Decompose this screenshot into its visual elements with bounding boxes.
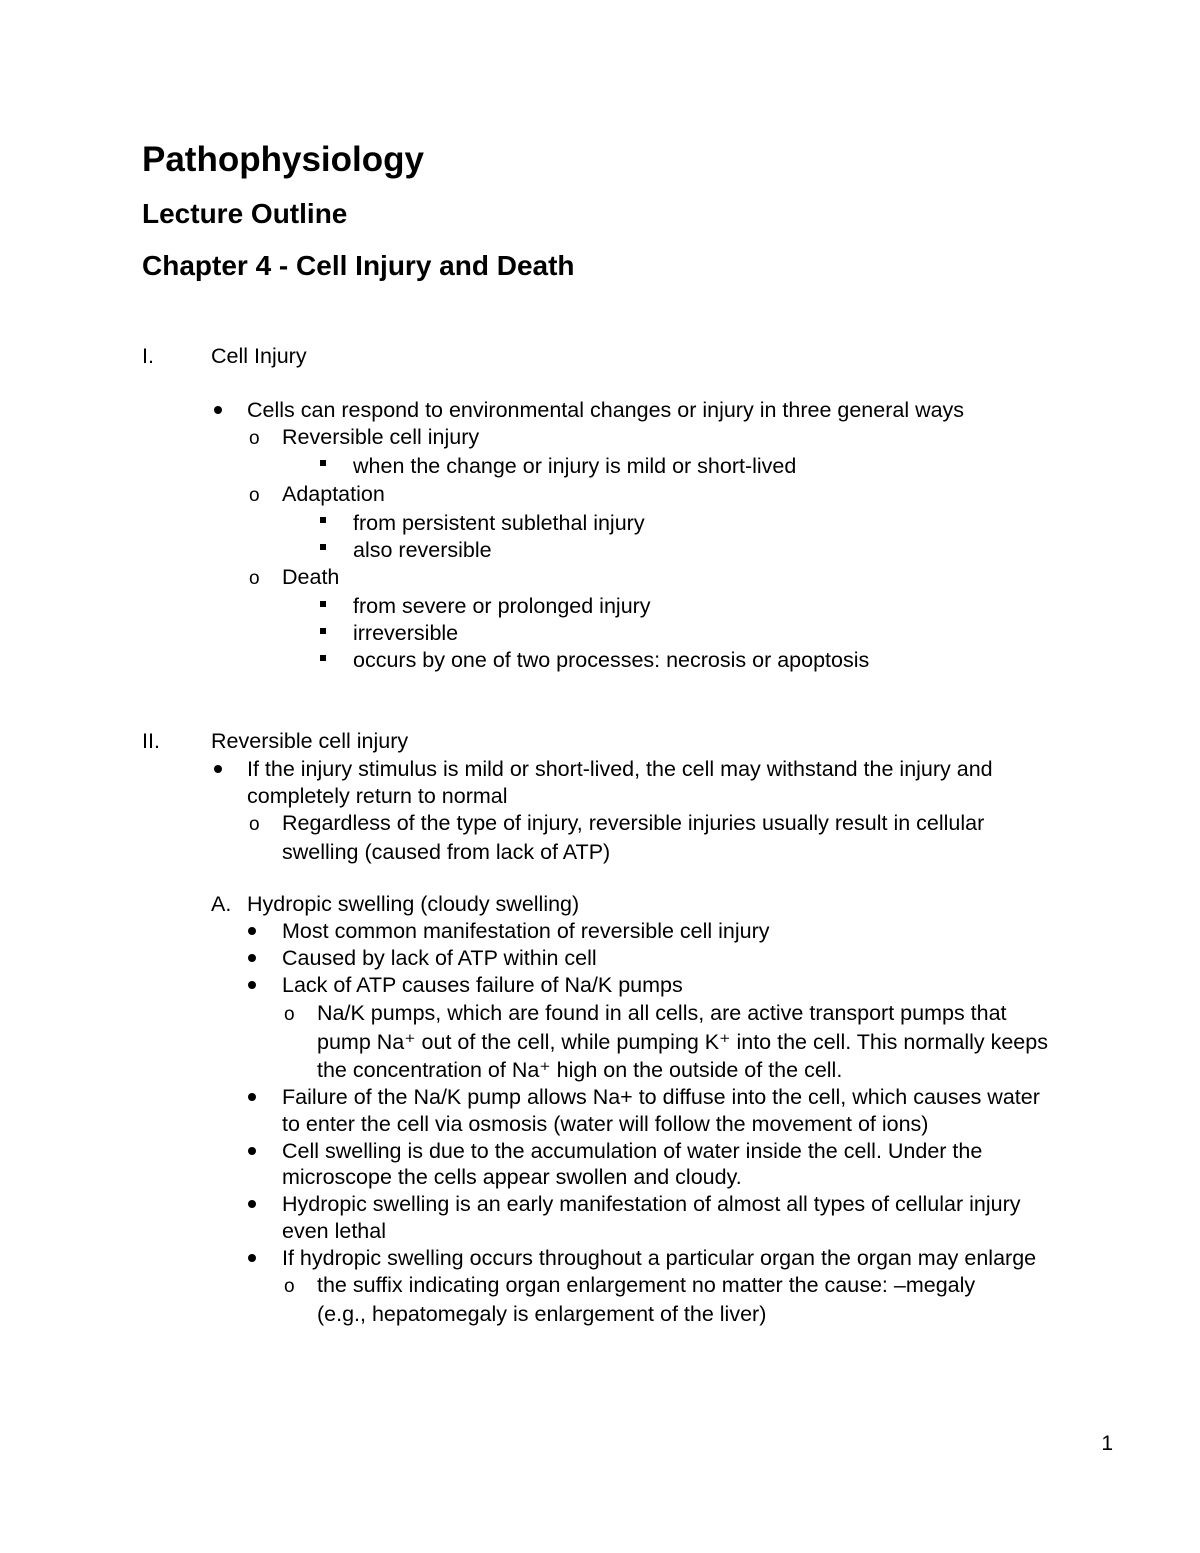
section-2-numeral: II. xyxy=(142,729,160,753)
square-bullet-icon xyxy=(320,544,326,550)
list-item: from severe or prolonged injury xyxy=(353,594,651,618)
section-1-numeral: I. xyxy=(142,344,154,368)
square-bullet-icon xyxy=(320,628,326,634)
circle-bullet-icon: o xyxy=(249,568,260,589)
bullet-icon xyxy=(248,1200,256,1208)
section-2-heading: Reversible cell injury xyxy=(211,729,409,753)
list-item: Regardless of the type of injury, reversible injuries usually result in cellular xyxy=(282,811,985,835)
subsection-a-letter: A. xyxy=(211,892,232,916)
list-item: Reversible cell injury xyxy=(282,425,480,449)
square-bullet-icon xyxy=(320,517,326,523)
list-item: Cell swelling is due to the accumulation of water inside the cell. Under the xyxy=(282,1139,983,1163)
list-item: Caused by lack of ATP within cell xyxy=(282,946,597,970)
circle-bullet-icon: o xyxy=(249,428,260,449)
list-item-continuation: pump Na⁺ out of the cell, while pumping K⁺ into the cell. This normally keeps xyxy=(317,1030,1048,1054)
list-item: when the change or injury is mild or short-lived xyxy=(353,454,797,478)
circle-bullet-icon: o xyxy=(249,485,260,506)
list-item: Na/K pumps, which are found in all cells, are active transport pumps that xyxy=(317,1001,1007,1025)
bullet-icon xyxy=(248,1147,256,1155)
list-item: Lack of ATP causes failure of Na/K pumps xyxy=(282,973,683,997)
bullet-icon xyxy=(248,981,256,989)
circle-bullet-icon: o xyxy=(284,1276,295,1297)
list-item: Adaptation xyxy=(282,482,385,506)
list-item: occurs by one of two processes: necrosis or apoptosis xyxy=(353,648,870,672)
list-item: If the injury stimulus is mild or short-lived, the cell may withstand the injury and xyxy=(247,757,993,781)
list-item: Most common manifestation of reversible cell injury xyxy=(282,919,770,943)
circle-bullet-icon: o xyxy=(249,814,260,835)
square-bullet-icon xyxy=(320,601,326,607)
list-item-continuation: completely return to normal xyxy=(247,784,508,808)
list-item-continuation: even lethal xyxy=(282,1219,386,1243)
bullet-icon xyxy=(214,765,222,773)
bullet-icon xyxy=(214,406,222,414)
list-item: Hydropic swelling is an early manifestation of almost all types of cellular injury xyxy=(282,1192,1021,1216)
list-item: If hydropic swelling occurs throughout a particular organ the organ may enlarge xyxy=(282,1246,1037,1270)
bullet-icon xyxy=(248,927,256,935)
page-number: 1 xyxy=(1101,1432,1113,1455)
list-item: irreversible xyxy=(353,621,459,645)
list-item: Failure of the Na/K pump allows Na+ to diffuse into the cell, which causes water xyxy=(282,1085,1040,1109)
bullet-icon xyxy=(248,954,256,962)
section-1-heading: Cell Injury xyxy=(211,344,307,368)
bullet-icon xyxy=(248,1093,256,1101)
list-item: from persistent sublethal injury xyxy=(353,511,645,535)
square-bullet-icon xyxy=(320,655,326,661)
document-subtitle: Lecture Outline xyxy=(142,198,348,229)
list-item-continuation: swelling (caused from lack of ATP) xyxy=(282,840,611,864)
list-item-continuation: microscope the cells appear swollen and cloudy. xyxy=(282,1165,742,1189)
document-title: Pathophysiology xyxy=(142,140,424,179)
bullet-icon xyxy=(248,1254,256,1262)
subsection-a-heading: Hydropic swelling (cloudy swelling) xyxy=(247,892,580,916)
chapter-heading: Chapter 4 - Cell Injury and Death xyxy=(142,250,575,281)
square-bullet-icon xyxy=(320,460,326,466)
list-item-continuation: to enter the cell via osmosis (water will follow the movement of ions) xyxy=(282,1112,929,1136)
list-item: the suffix indicating organ enlargement no matter the cause: –megaly xyxy=(317,1273,976,1297)
list-item-continuation: the concentration of Na⁺ high on the outside of the cell. xyxy=(317,1058,843,1082)
list-item: Cells can respond to environmental changes or injury in three general ways xyxy=(247,398,965,422)
list-item: Death xyxy=(282,565,340,589)
list-item: also reversible xyxy=(353,538,492,562)
circle-bullet-icon: o xyxy=(284,1004,295,1025)
list-item-continuation: (e.g., hepatomegaly is enlargement of the liver) xyxy=(317,1302,767,1326)
